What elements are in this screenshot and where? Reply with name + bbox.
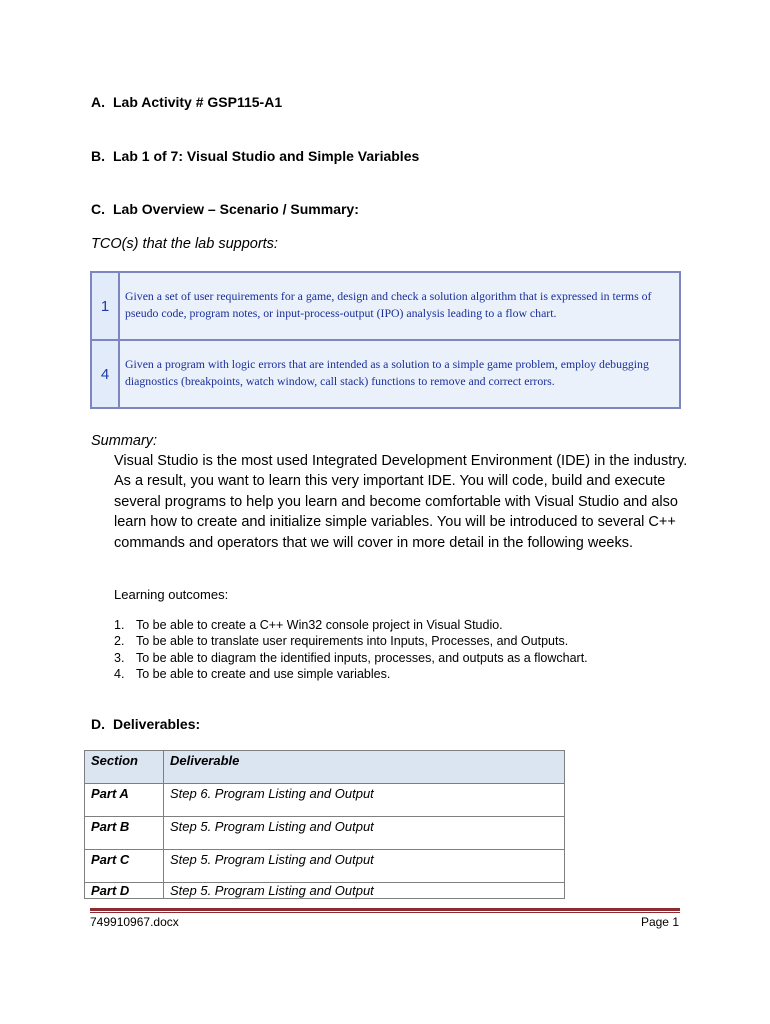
- section-cell: Part D: [85, 883, 164, 899]
- heading-b-text: Lab 1 of 7: Visual Studio and Simple Variables: [113, 148, 420, 164]
- deliverable-cell: Step 5. Program Listing and Output: [164, 817, 565, 850]
- heading-d-text: Deliverables:: [113, 716, 201, 732]
- footer-divider-thin: [90, 912, 680, 913]
- deliverable-cell: Step 5. Program Listing and Output: [164, 850, 565, 883]
- heading-a-text: Lab Activity # GSP115-A1: [113, 94, 283, 110]
- list-number: 1.: [114, 618, 125, 632]
- deliverable-cell: Step 5. Program Listing and Output: [164, 883, 565, 899]
- tco-intro: TCO(s) that the lab supports:: [91, 236, 278, 252]
- tco-description: Given a set of user requirements for a game, design and check a solution algorithm that is expressed in terms of pseudo code, program notes, or input-process-output (IPO) analysis leading to a flow chart.: [119, 272, 680, 340]
- tco-row: [91, 340, 680, 408]
- deliverables-table: [84, 750, 565, 899]
- table-row: [85, 883, 565, 899]
- list-item: [114, 633, 588, 649]
- list-number: 4.: [114, 667, 125, 682]
- heading-b: [91, 148, 419, 164]
- list-text: To be able to create a C++ Win32 console project in Visual Studio.: [136, 618, 503, 632]
- heading-c-letter: C.: [91, 201, 105, 217]
- table-row: [85, 850, 565, 883]
- heading-b-letter: B.: [91, 148, 105, 164]
- footer-divider: [90, 908, 680, 911]
- tco-row: [91, 272, 680, 340]
- tco-description: Given a program with logic errors that are intended as a solution to a simple game problem, employ debugging diagnostics (breakpoints, watch window, call stack) functions to remove and correct errors.: [119, 340, 680, 408]
- list-text: To be able to create and use simple variables.: [136, 667, 391, 682]
- list-number: 3.: [114, 650, 125, 665]
- heading-c: [91, 201, 359, 217]
- list-item: [114, 666, 588, 682]
- column-header-section: Section: [85, 751, 164, 784]
- summary-body: Visual Studio is the most used Integrated Development Environment (IDE) in the industry. As a result, you want to learn this very important IDE. You will code, build and execute several programs to help you learn and become comfortable with Visual Studio and also learn how to create and initialize simple variables. You will be introduced to several C++ commands and operators that we will cover in more detail in the following weeks.: [114, 453, 688, 551]
- section-cell: Part B: [85, 817, 164, 850]
- section-cell: Part A: [85, 784, 164, 817]
- heading-d: [91, 716, 200, 732]
- table-header-row: [85, 751, 565, 784]
- heading-a-letter: A.: [91, 94, 105, 110]
- footer-filename: 749910967.docx: [90, 915, 179, 929]
- list-item: [114, 650, 588, 666]
- column-header-deliverable: Deliverable: [164, 751, 565, 784]
- summary-label: Summary:: [91, 433, 158, 449]
- list-text: To be able to translate user requirements into Inputs, Processes, and Outputs.: [136, 634, 569, 649]
- heading-d-letter: D.: [91, 716, 105, 732]
- heading-a: [91, 94, 282, 110]
- section-cell: Part C: [85, 850, 164, 883]
- footer-page-number: Page 1: [640, 915, 679, 929]
- table-row: [85, 784, 565, 817]
- tco-number: 1: [91, 272, 119, 340]
- table-row: [85, 817, 565, 850]
- list-text: To be able to diagram the identified inputs, processes, and outputs as a flowchart.: [136, 650, 588, 665]
- list-item: [114, 617, 588, 633]
- list-number: 2.: [114, 634, 125, 649]
- tco-number: 4: [91, 340, 119, 408]
- learning-outcomes-label: Learning outcomes:: [114, 587, 229, 602]
- learning-outcomes-list: [114, 617, 588, 683]
- tco-table: [90, 271, 681, 409]
- heading-c-text: Lab Overview – Scenario / Summary:: [113, 201, 359, 217]
- deliverable-cell: Step 6. Program Listing and Output: [164, 784, 565, 817]
